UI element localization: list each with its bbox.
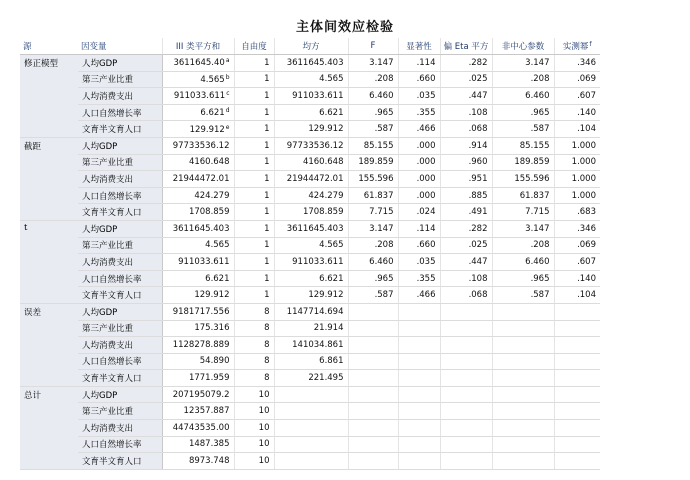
sum-of-squares-cell <box>162 88 234 105</box>
table-row <box>20 303 600 320</box>
mean-square-cell <box>274 420 348 437</box>
sum-of-squares-cell: 97733536.12 <box>162 137 234 154</box>
noncentrality-cell: 6.460 <box>492 88 554 105</box>
sum-of-squares-cell: 175.316 <box>162 320 234 337</box>
partial-eta-cell: .068 <box>440 121 492 138</box>
significance-cell: .114 <box>398 55 440 72</box>
f-cell <box>348 320 398 337</box>
dependent-variable-cell: 人均消费支出 <box>78 254 162 271</box>
table-row <box>20 436 600 453</box>
observed-power-cell: .607 <box>554 254 600 271</box>
header-observed-power-label: 实测幂 <box>562 42 589 52</box>
df-cell: 8 <box>234 353 274 370</box>
significance-cell <box>398 403 440 420</box>
observed-power-cell: .140 <box>554 104 600 121</box>
header-dependent-variable: 因变量 <box>78 38 162 55</box>
source-cell: 截距 <box>20 137 78 220</box>
mean-square-cell: 6.621 <box>274 270 348 287</box>
sum-of-squares-cell: 4160.648 <box>162 154 234 171</box>
significance-cell: .355 <box>398 104 440 121</box>
f-cell <box>348 337 398 354</box>
significance-cell: .000 <box>398 171 440 188</box>
observed-power-cell: 1.000 <box>554 137 600 154</box>
df-cell: 1 <box>234 137 274 154</box>
significance-cell <box>398 303 440 320</box>
sum-of-squares-value: 6.621 <box>200 108 225 119</box>
mean-square-cell: 129.912 <box>274 121 348 138</box>
sum-of-squares-cell: 424.279 <box>162 187 234 204</box>
sum-of-squares-cell: 3611645.403 <box>162 220 234 237</box>
noncentrality-cell: 6.460 <box>492 254 554 271</box>
df-cell: 1 <box>234 171 274 188</box>
noncentrality-cell: .965 <box>492 270 554 287</box>
sum-of-squares-cell: 4.565 <box>162 237 234 254</box>
df-cell: 1 <box>234 55 274 72</box>
header-observed-power <box>554 38 600 55</box>
significance-cell: .000 <box>398 187 440 204</box>
dependent-variable-cell: 人口自然增长率 <box>78 187 162 204</box>
mean-square-cell: 141034.861 <box>274 337 348 354</box>
f-cell: 3.147 <box>348 55 398 72</box>
header-observed-power-footnote: f <box>589 41 592 48</box>
observed-power-cell: .346 <box>554 55 600 72</box>
df-cell: 1 <box>234 121 274 138</box>
observed-power-cell: .140 <box>554 270 600 287</box>
footnote-marker: d <box>225 107 230 115</box>
f-cell: .965 <box>348 270 398 287</box>
source-cell: 误差 <box>20 303 78 386</box>
table-row <box>20 220 600 237</box>
mean-square-cell: 4.565 <box>274 237 348 254</box>
footnote-marker: c <box>226 90 230 98</box>
noncentrality-cell <box>492 453 554 470</box>
mean-square-cell: 221.495 <box>274 370 348 387</box>
df-cell: 1 <box>234 287 274 304</box>
significance-cell: .024 <box>398 204 440 221</box>
table-row <box>20 403 600 420</box>
header-noncentrality-parameter: 非中心参数 <box>492 38 554 55</box>
dependent-variable-cell: 第三产业比重 <box>78 154 162 171</box>
observed-power-cell <box>554 353 600 370</box>
significance-cell <box>398 320 440 337</box>
df-cell: 1 <box>234 204 274 221</box>
header-mean-square: 均方 <box>274 38 348 55</box>
sum-of-squares-cell <box>162 104 234 121</box>
mean-square-cell: 21944472.01 <box>274 171 348 188</box>
noncentrality-cell: .208 <box>492 237 554 254</box>
sum-of-squares-cell: 12357.887 <box>162 403 234 420</box>
header-significance: 显著性 <box>398 38 440 55</box>
sum-of-squares-cell: 1487.385 <box>162 436 234 453</box>
mean-square-cell: 4.565 <box>274 71 348 88</box>
sum-of-squares-cell: 1128278.889 <box>162 337 234 354</box>
table-row <box>20 237 600 254</box>
partial-eta-cell: .108 <box>440 104 492 121</box>
header-row <box>20 38 600 55</box>
df-cell: 8 <box>234 337 274 354</box>
table-title: 主体间效应检验 <box>295 20 394 35</box>
partial-eta-cell <box>440 420 492 437</box>
table-row <box>20 353 600 370</box>
sum-of-squares-cell: 1708.859 <box>162 204 234 221</box>
table-row <box>20 71 600 88</box>
sum-of-squares-cell <box>162 55 234 72</box>
f-cell: .587 <box>348 121 398 138</box>
partial-eta-cell: .960 <box>440 154 492 171</box>
significance-cell <box>398 453 440 470</box>
mean-square-cell: 3611645.403 <box>274 220 348 237</box>
df-cell: 1 <box>234 270 274 287</box>
noncentrality-cell: 3.147 <box>492 55 554 72</box>
dependent-variable-cell: 人均GDP <box>78 386 162 403</box>
sum-of-squares-value: 3611645.40 <box>173 58 225 69</box>
partial-eta-cell: .951 <box>440 171 492 188</box>
noncentrality-cell <box>492 353 554 370</box>
f-cell <box>348 370 398 387</box>
partial-eta-cell: .914 <box>440 137 492 154</box>
f-cell: .208 <box>348 237 398 254</box>
significance-cell <box>398 420 440 437</box>
df-cell: 8 <box>234 320 274 337</box>
mean-square-cell: 911033.611 <box>274 88 348 105</box>
observed-power-cell <box>554 370 600 387</box>
table-row <box>20 137 600 154</box>
df-cell: 10 <box>234 453 274 470</box>
table-row <box>20 386 600 403</box>
partial-eta-cell <box>440 370 492 387</box>
noncentrality-cell: .587 <box>492 287 554 304</box>
mean-square-cell: 4160.648 <box>274 154 348 171</box>
f-cell: .208 <box>348 71 398 88</box>
f-cell <box>348 403 398 420</box>
mean-square-cell <box>274 453 348 470</box>
df-cell: 1 <box>234 254 274 271</box>
f-cell <box>348 453 398 470</box>
table-row <box>20 104 600 121</box>
partial-eta-cell <box>440 436 492 453</box>
mean-square-cell: 424.279 <box>274 187 348 204</box>
significance-cell <box>398 370 440 387</box>
mean-square-cell: 911033.611 <box>274 254 348 271</box>
partial-eta-cell <box>440 303 492 320</box>
significance-cell: .000 <box>398 137 440 154</box>
partial-eta-cell <box>440 320 492 337</box>
f-cell: .587 <box>348 287 398 304</box>
f-cell: 7.715 <box>348 204 398 221</box>
df-cell: 10 <box>234 436 274 453</box>
observed-power-cell: 1.000 <box>554 187 600 204</box>
noncentrality-cell <box>492 420 554 437</box>
header-partial-eta-squared: 偏 Eta 平方 <box>440 38 492 55</box>
mean-square-cell: 97733536.12 <box>274 137 348 154</box>
observed-power-cell: 1.000 <box>554 171 600 188</box>
header-source: 源 <box>20 38 78 55</box>
noncentrality-cell: .965 <box>492 104 554 121</box>
partial-eta-cell: .447 <box>440 254 492 271</box>
noncentrality-cell <box>492 370 554 387</box>
dependent-variable-cell: 人均GDP <box>78 303 162 320</box>
partial-eta-cell: .108 <box>440 270 492 287</box>
partial-eta-cell: .491 <box>440 204 492 221</box>
dependent-variable-cell: 人均消费支出 <box>78 337 162 354</box>
table-row <box>20 154 600 171</box>
dependent-variable-cell: 第三产业比重 <box>78 71 162 88</box>
observed-power-cell: .683 <box>554 204 600 221</box>
noncentrality-cell: .587 <box>492 121 554 138</box>
partial-eta-cell: .885 <box>440 187 492 204</box>
observed-power-cell: .104 <box>554 121 600 138</box>
header-f: F <box>348 38 398 55</box>
table-row <box>20 420 600 437</box>
partial-eta-cell <box>440 403 492 420</box>
footnote-marker: b <box>225 73 230 81</box>
sum-of-squares-cell <box>162 71 234 88</box>
dependent-variable-cell: 人均消费支出 <box>78 88 162 105</box>
dependent-variable-cell: 文育半文育人口 <box>78 370 162 387</box>
f-cell <box>348 353 398 370</box>
significance-cell: .660 <box>398 71 440 88</box>
f-cell <box>348 303 398 320</box>
sum-of-squares-cell: 8973.748 <box>162 453 234 470</box>
f-cell: 61.837 <box>348 187 398 204</box>
mean-square-cell <box>274 436 348 453</box>
observed-power-cell: 1.000 <box>554 154 600 171</box>
df-cell: 8 <box>234 303 274 320</box>
significance-cell <box>398 386 440 403</box>
partial-eta-cell <box>440 337 492 354</box>
significance-cell: .035 <box>398 88 440 105</box>
f-cell: 155.596 <box>348 171 398 188</box>
footnote-marker: a <box>225 57 230 65</box>
noncentrality-cell: 155.596 <box>492 171 554 188</box>
observed-power-cell <box>554 337 600 354</box>
source-cell: t <box>20 220 78 303</box>
dependent-variable-cell: 第三产业比重 <box>78 403 162 420</box>
header-df: 自由度 <box>234 38 274 55</box>
observed-power-cell <box>554 403 600 420</box>
observed-power-cell: .607 <box>554 88 600 105</box>
f-cell: 85.155 <box>348 137 398 154</box>
sum-of-squares-cell: 911033.611 <box>162 254 234 271</box>
table-row <box>20 88 600 105</box>
dependent-variable-cell: 人口自然增长率 <box>78 436 162 453</box>
table-row <box>20 121 600 138</box>
noncentrality-cell <box>492 436 554 453</box>
sum-of-squares-cell: 207195079.2 <box>162 386 234 403</box>
noncentrality-cell: 189.859 <box>492 154 554 171</box>
sum-of-squares-cell: 44743535.00 <box>162 420 234 437</box>
partial-eta-cell <box>440 353 492 370</box>
f-cell <box>348 386 398 403</box>
df-cell: 1 <box>234 88 274 105</box>
f-cell <box>348 436 398 453</box>
noncentrality-cell <box>492 320 554 337</box>
dependent-variable-cell: 人口自然增长率 <box>78 104 162 121</box>
significance-cell: .000 <box>398 154 440 171</box>
table-row <box>20 187 600 204</box>
df-cell: 1 <box>234 220 274 237</box>
mean-square-cell: 129.912 <box>274 287 348 304</box>
noncentrality-cell <box>492 303 554 320</box>
sum-of-squares-cell: 54.890 <box>162 353 234 370</box>
df-cell: 1 <box>234 154 274 171</box>
partial-eta-cell <box>440 453 492 470</box>
observed-power-cell: .069 <box>554 237 600 254</box>
dependent-variable-cell: 人口自然增长率 <box>78 270 162 287</box>
table-row <box>20 287 600 304</box>
sum-of-squares-value: 911033.611 <box>173 91 226 102</box>
df-cell: 1 <box>234 237 274 254</box>
table-row <box>20 320 600 337</box>
significance-cell <box>398 353 440 370</box>
observed-power-cell <box>554 420 600 437</box>
table-row <box>20 254 600 271</box>
significance-cell <box>398 436 440 453</box>
mean-square-cell: 3611645.403 <box>274 55 348 72</box>
sum-of-squares-value: 4.565 <box>200 74 225 85</box>
noncentrality-cell: 85.155 <box>492 137 554 154</box>
f-cell <box>348 420 398 437</box>
df-cell: 8 <box>234 370 274 387</box>
mean-square-cell: 1708.859 <box>274 204 348 221</box>
sum-of-squares-cell <box>162 121 234 138</box>
mean-square-cell: 21.914 <box>274 320 348 337</box>
dependent-variable-cell: 人均GDP <box>78 220 162 237</box>
dependent-variable-cell: 文育半文育人口 <box>78 453 162 470</box>
df-cell: 10 <box>234 403 274 420</box>
header-sum-of-squares: III 类平方和 <box>162 38 234 55</box>
significance-cell: .114 <box>398 220 440 237</box>
dependent-variable-cell: 文育半文育人口 <box>78 204 162 221</box>
f-cell: 6.460 <box>348 88 398 105</box>
df-cell: 1 <box>234 187 274 204</box>
partial-eta-cell: .282 <box>440 55 492 72</box>
dependent-variable-cell: 人均消费支出 <box>78 420 162 437</box>
df-cell: 1 <box>234 104 274 121</box>
dependent-variable-cell: 人均消费支出 <box>78 171 162 188</box>
dependent-variable-cell: 人口自然增长率 <box>78 353 162 370</box>
df-cell: 10 <box>234 386 274 403</box>
significance-cell: .035 <box>398 254 440 271</box>
observed-power-cell <box>554 303 600 320</box>
sum-of-squares-cell: 129.912 <box>162 287 234 304</box>
mean-square-cell <box>274 403 348 420</box>
table-row <box>20 204 600 221</box>
table-row <box>20 453 600 470</box>
observed-power-cell <box>554 386 600 403</box>
f-cell: 3.147 <box>348 220 398 237</box>
partial-eta-cell: .447 <box>440 88 492 105</box>
sum-of-squares-cell: 21944472.01 <box>162 171 234 188</box>
mean-square-cell: 6.861 <box>274 353 348 370</box>
significance-cell <box>398 337 440 354</box>
significance-cell: .660 <box>398 237 440 254</box>
noncentrality-cell: 61.837 <box>492 187 554 204</box>
partial-eta-cell: .282 <box>440 220 492 237</box>
noncentrality-cell: 3.147 <box>492 220 554 237</box>
significance-cell: .355 <box>398 270 440 287</box>
f-cell: .965 <box>348 104 398 121</box>
noncentrality-cell: 7.715 <box>492 204 554 221</box>
partial-eta-cell: .025 <box>440 237 492 254</box>
observed-power-cell <box>554 453 600 470</box>
mean-square-cell: 1147714.694 <box>274 303 348 320</box>
partial-eta-cell: .068 <box>440 287 492 304</box>
noncentrality-cell <box>492 337 554 354</box>
partial-eta-cell: .025 <box>440 71 492 88</box>
observed-power-cell: .104 <box>554 287 600 304</box>
table-row <box>20 337 600 354</box>
df-cell: 10 <box>234 420 274 437</box>
sum-of-squares-value: 129.912 <box>189 124 225 135</box>
f-cell: 189.859 <box>348 154 398 171</box>
observed-power-cell: .069 <box>554 71 600 88</box>
dependent-variable-cell: 第三产业比重 <box>78 320 162 337</box>
table-row <box>20 55 600 72</box>
mean-square-cell: 6.621 <box>274 104 348 121</box>
table-row <box>20 370 600 387</box>
observed-power-cell <box>554 436 600 453</box>
noncentrality-cell: .208 <box>492 71 554 88</box>
sum-of-squares-cell: 1771.959 <box>162 370 234 387</box>
source-cell: 修正模型 <box>20 55 78 138</box>
table-row <box>20 171 600 188</box>
f-cell: 6.460 <box>348 254 398 271</box>
dependent-variable-cell: 文育半文育人口 <box>78 121 162 138</box>
dependent-variable-cell: 文育半文育人口 <box>78 287 162 304</box>
table-row <box>20 270 600 287</box>
sum-of-squares-cell: 9181717.556 <box>162 303 234 320</box>
sum-of-squares-cell: 6.621 <box>162 270 234 287</box>
dependent-variable-cell: 第三产业比重 <box>78 237 162 254</box>
source-cell: 总计 <box>20 386 78 469</box>
between-subjects-effects-table <box>20 38 600 470</box>
observed-power-cell: .346 <box>554 220 600 237</box>
dependent-variable-cell: 人均GDP <box>78 137 162 154</box>
significance-cell: .466 <box>398 287 440 304</box>
df-cell: 1 <box>234 71 274 88</box>
partial-eta-cell <box>440 386 492 403</box>
noncentrality-cell <box>492 386 554 403</box>
mean-square-cell <box>274 386 348 403</box>
dependent-variable-cell: 人均GDP <box>78 55 162 72</box>
observed-power-cell <box>554 320 600 337</box>
footnote-marker: e <box>225 123 230 131</box>
significance-cell: .466 <box>398 121 440 138</box>
noncentrality-cell <box>492 403 554 420</box>
